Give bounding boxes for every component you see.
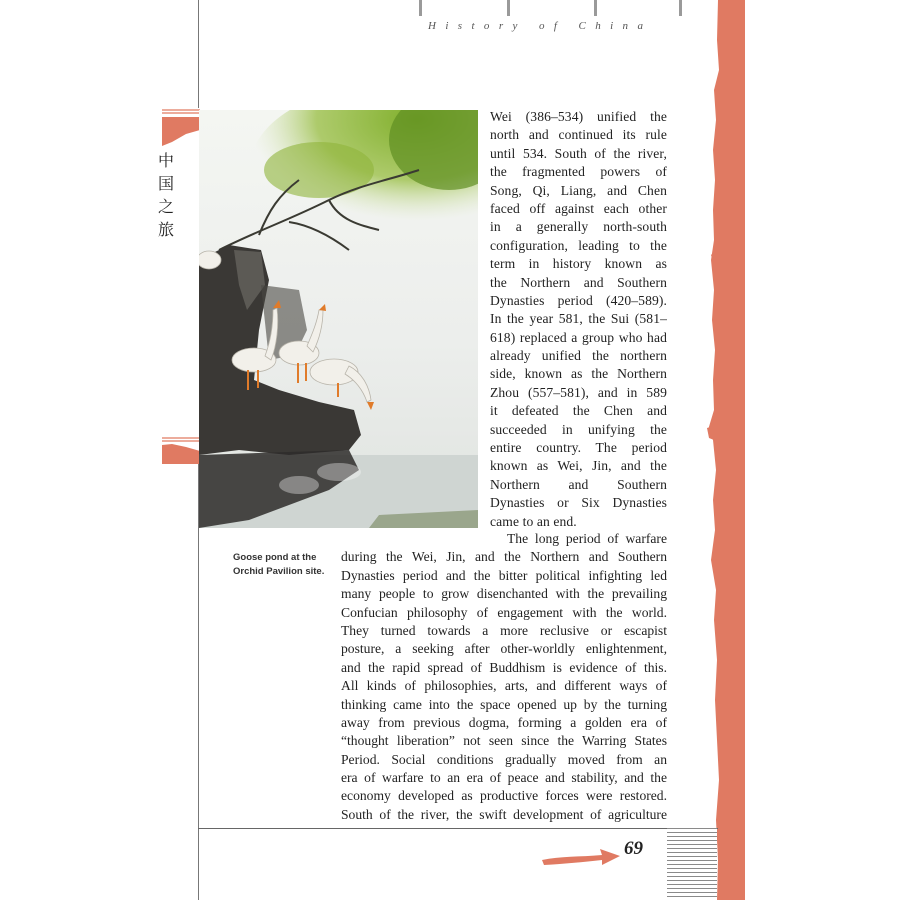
header-tick bbox=[679, 0, 682, 16]
text-line: succeeded in unifying the bbox=[490, 421, 667, 437]
text-line: north and continued its rule bbox=[490, 127, 667, 143]
text-line: They turned towards a more reclusive or escapist bbox=[341, 622, 667, 638]
text-line: era of warfare to an era of peace and stability, and the bbox=[341, 770, 667, 786]
text-line: Period. Social conditions gradually moved from an bbox=[341, 751, 667, 767]
caption-line: Orchid Pavilion site. bbox=[233, 566, 325, 577]
header-tick bbox=[419, 0, 422, 16]
text-line: during the Wei, Jin, and the Northern and Southern bbox=[341, 549, 667, 565]
calligraphy-glyph: 之 bbox=[158, 199, 175, 216]
text-line: All kinds of philosophies, arts, and different ways of bbox=[341, 678, 667, 694]
torn-edge-strip bbox=[705, 0, 745, 900]
body-text-narrow-column bbox=[490, 108, 667, 531]
text-line: known as Wei, Jin, and the bbox=[490, 458, 667, 474]
text-line: already unified the northern bbox=[490, 348, 667, 364]
text-line: In the year 581, the Sui (581– bbox=[490, 311, 667, 327]
text-line: entire country. The period bbox=[490, 440, 667, 456]
text-line: Wei (386–534) unified the bbox=[490, 109, 667, 124]
text-line: faced off against each other bbox=[490, 200, 667, 216]
text-line: Northern and Southern bbox=[490, 476, 667, 492]
text-line: 618) replaced a group who had bbox=[490, 329, 667, 345]
text-line: thinking came into the space opened up by the turning bbox=[341, 696, 667, 712]
calligraphy-glyphs bbox=[158, 148, 198, 428]
brush-arrow-right-icon bbox=[540, 846, 624, 868]
text-line: Dynasties or Six Dynasties bbox=[490, 495, 667, 511]
calligraphy-glyph: 旅 bbox=[158, 222, 175, 239]
text-line: Confucian philosophy of engagement with the world. bbox=[341, 604, 667, 620]
goose-pond-photo bbox=[199, 110, 478, 528]
text-line: Dynasties period (420–589). bbox=[490, 292, 667, 308]
header-tick bbox=[594, 0, 597, 16]
caption-line: Goose pond at the bbox=[233, 552, 317, 563]
header-tick bbox=[507, 0, 510, 16]
text-line: posture, a seeking after other-worldly enlightenment, bbox=[341, 641, 667, 657]
text-line: The long period of warfare bbox=[507, 531, 667, 546]
text-line: side, known as the Northern bbox=[490, 366, 667, 382]
text-line: until 534. South of the river, bbox=[490, 145, 667, 161]
text-line: Song, Qi, Liang, and Chen bbox=[490, 182, 667, 198]
text-line: “thought liberation” not seen since the Warring States bbox=[341, 733, 667, 749]
text-line: many people to grow disenchanted with the prevailing bbox=[341, 586, 667, 602]
text-line: term in history known as bbox=[490, 256, 667, 272]
text-line: it defeated the Chen and bbox=[490, 403, 667, 419]
text-line: came to an end. bbox=[490, 513, 577, 529]
footer-stripes bbox=[667, 828, 717, 900]
text-line: economy developed as productive forces were restored. bbox=[341, 788, 667, 804]
text-line: the fragmented powers of bbox=[490, 164, 667, 180]
text-line: away from previous dogma, forming a golden era of bbox=[341, 714, 667, 730]
page-number: 69 bbox=[624, 838, 643, 859]
footer-rule bbox=[198, 828, 718, 829]
text-line: and the rapid spread of Buddhism is evidence of this. bbox=[341, 659, 667, 675]
text-line: South of the river, the swift development of agriculture bbox=[341, 806, 667, 822]
text-line: Dynasties period and the bitter political infighting led bbox=[341, 567, 667, 583]
text-line: Zhou (557–581), and in 589 bbox=[490, 384, 667, 400]
figure-caption bbox=[233, 551, 333, 579]
calligraphy-glyph: 国 bbox=[158, 176, 175, 193]
text-line: configuration, leading to the bbox=[490, 237, 667, 253]
body-text-full-column bbox=[341, 530, 667, 824]
running-head: History of China bbox=[428, 20, 653, 32]
text-line: the Northern and Southern bbox=[490, 274, 667, 290]
text-line: in a generally north-south bbox=[490, 219, 667, 235]
calligraphy-glyph: 中 bbox=[158, 153, 175, 170]
